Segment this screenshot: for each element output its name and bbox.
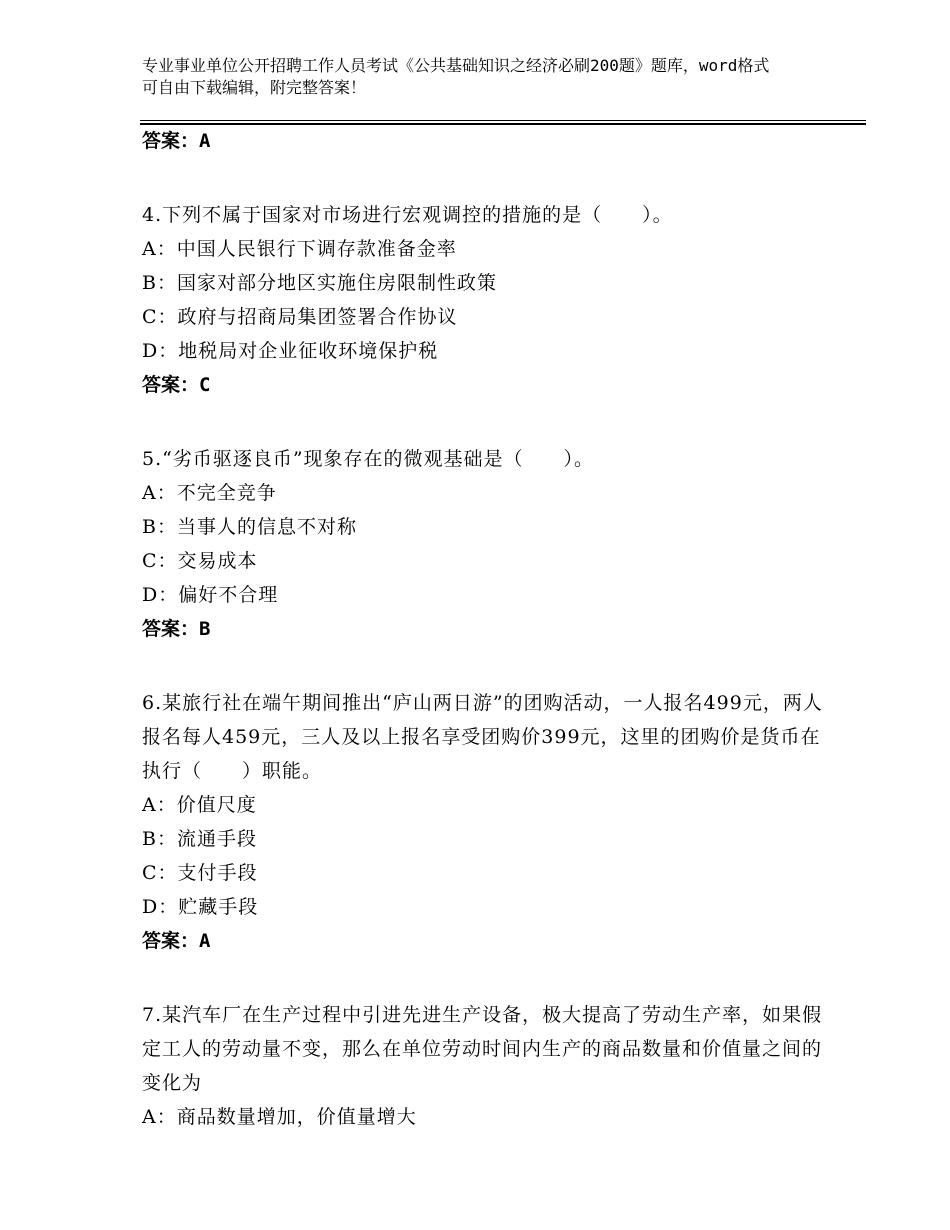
option-a: A：中国人民银行下调存款准备金率 (142, 238, 457, 260)
question-5 (142, 442, 832, 646)
option-a: A：价值尺度 (142, 794, 257, 816)
option-a: A：不完全竞争 (142, 482, 277, 504)
question-text: 7.某汽车厂在生产过程中引进先进生产设备，极大提高了劳动生产率，如果假定工人的劳动量不变，那么在单位劳动时间内生产的商品数量和价值量之间的变化为 (142, 1004, 823, 1094)
question-7 (142, 998, 832, 1134)
header-title: 专业事业单位公开招聘工作人员考试《公共基础知识之经济必刷200题》题库，word格式可自由下载编辑，附完整答案！ (142, 56, 770, 97)
question-text: 5.“劣币驱逐良币”现象存在的微观基础是（ ）。 (142, 448, 595, 470)
question-6 (142, 686, 832, 958)
answer: 答案：C (142, 374, 211, 396)
option-b: B：当事人的信息不对称 (142, 516, 357, 538)
option-d: D：贮藏手段 (142, 896, 259, 918)
answer: 答案：A (142, 930, 211, 952)
option-a: A：商品数量增加，价值量增大 (142, 1106, 417, 1128)
option-c: C：支付手段 (142, 862, 258, 884)
document-header (142, 55, 782, 99)
answer-3: 答案：A (142, 130, 211, 152)
option-c: C：交易成本 (142, 550, 258, 572)
option-d: D：偏好不合理 (142, 584, 279, 606)
document-body (142, 124, 832, 1134)
answer: 答案：B (142, 618, 211, 640)
question-text: 6.某旅行社在端午期间推出“庐山两日游”的团购活动，一人报名499元，两人报名每人459元，三人及以上报名享受团购价399元，这里的团购价是货币在执行（ ）职能。 (142, 692, 823, 782)
option-d: D：地税局对企业征收环境保护税 (142, 340, 439, 362)
option-c: C：政府与招商局集团签署合作协议 (142, 306, 458, 328)
question-text: 4.下列不属于国家对市场进行宏观调控的措施的是（ ）。 (142, 204, 673, 226)
question-4 (142, 198, 832, 402)
option-b: B：流通手段 (142, 828, 257, 850)
option-b: B：国家对部分地区实施住房限制性政策 (142, 272, 497, 294)
header-rule-thin (140, 120, 866, 121)
